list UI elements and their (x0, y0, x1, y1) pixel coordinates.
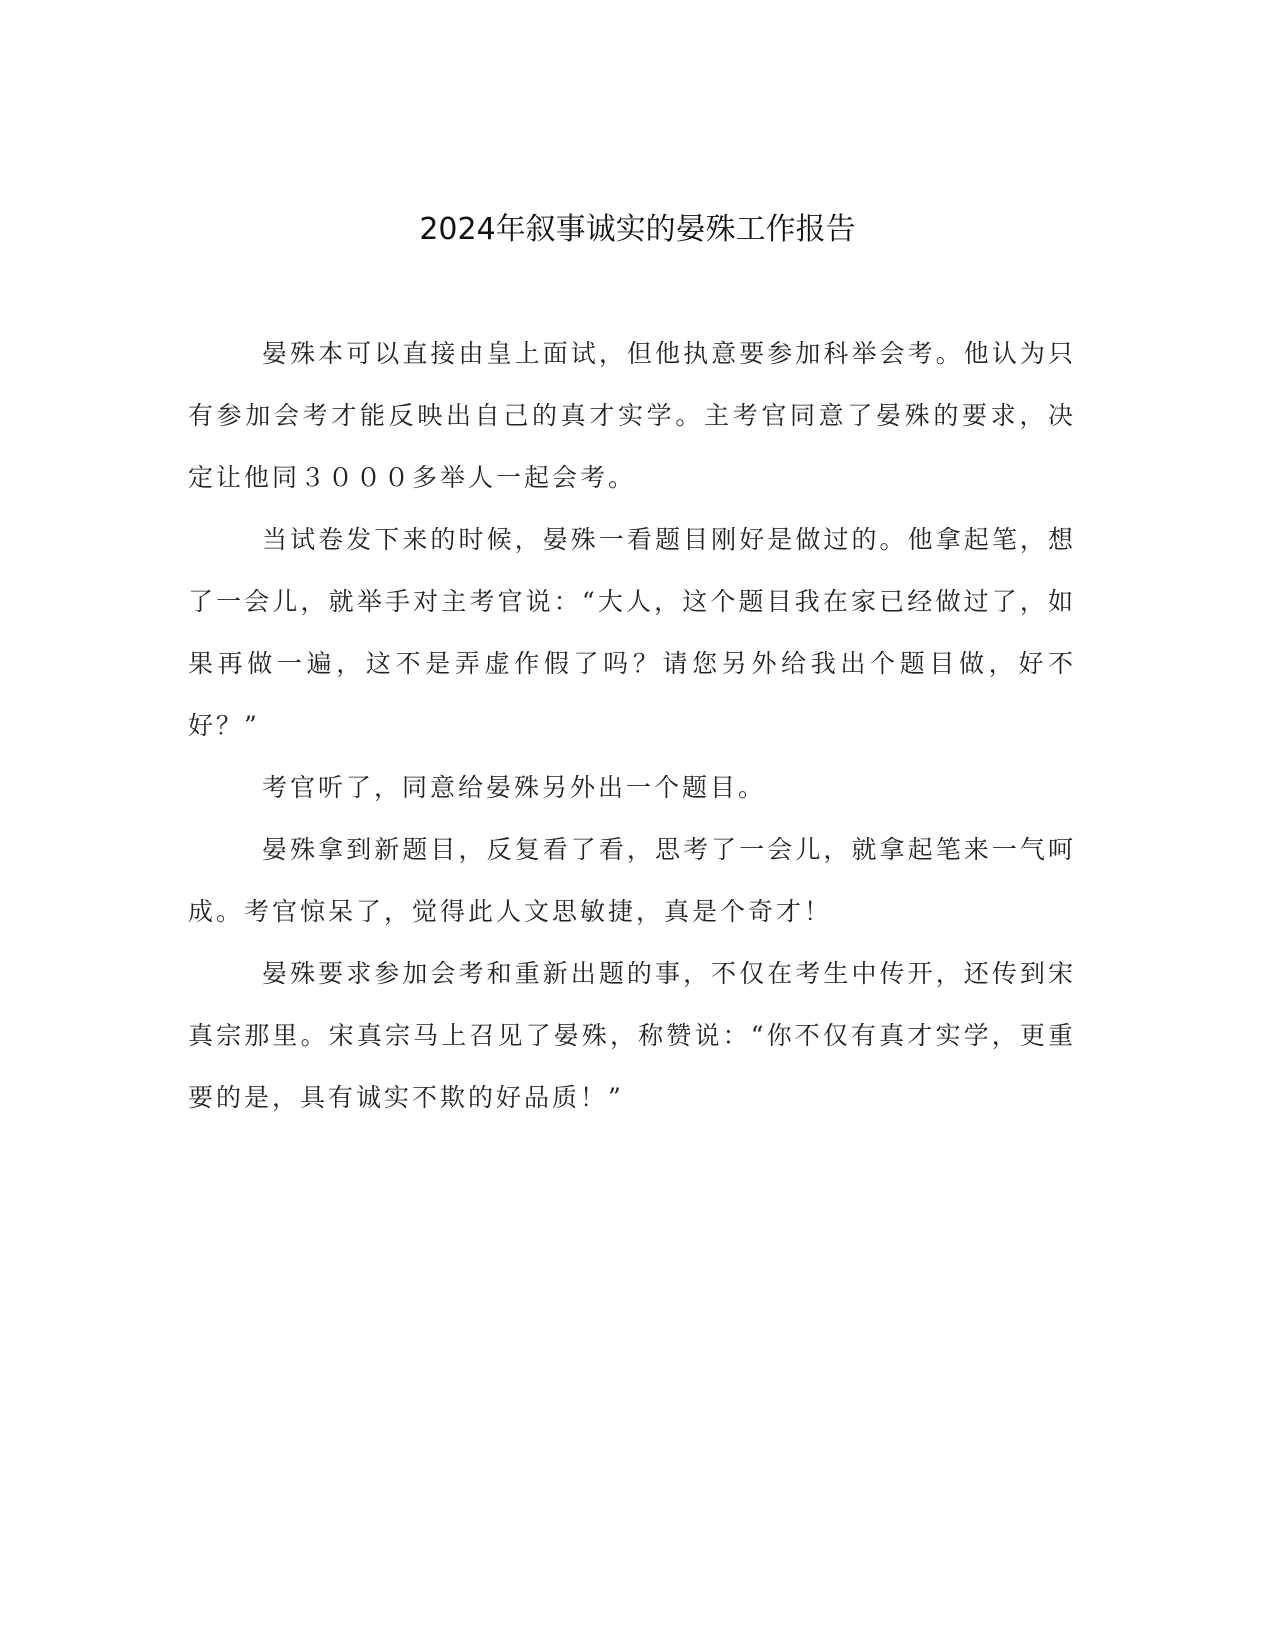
paragraph-4: 晏殊拿到新题目，反复看了看，思考了一会儿，就拿起笔来一气呵成。考官惊呆了，觉得此人文思敏捷，真是个奇才！ (188, 835, 1076, 926)
document-body (188, 323, 1076, 1129)
paragraph-1: 晏殊本可以直接由皇上面试，但他执意要参加科举会考。他认为只有参加会考才能反映出自己的真才实学。主考官同意了晏殊的要求，决定让他同３０００多举人一起会考。 (188, 339, 1076, 492)
paragraph-5: 晏殊要求参加会考和重新出题的事，不仅在考生中传开，还传到宋真宗那里。宋真宗马上召见了晏殊，称赞说：“你不仅有真才实学，更重要的是，具有诚实不欺的好品质！” (188, 959, 1076, 1112)
paragraph-3: 考官听了，同意给晏殊另外出一个题目。 (262, 773, 767, 802)
document-title: 2024年叙事诚实的晏殊工作报告 (419, 212, 856, 247)
paragraph-2: 当试卷发下来的时候，晏殊一看题目刚好是做过的。他拿起笔，想了一会儿，就举手对主考官说：“大人，这个题目我在家已经做过了，如果再做一遍，这不是弄虚作假了吗？请您另外给我出个题目做，好不好？” (188, 525, 1076, 740)
